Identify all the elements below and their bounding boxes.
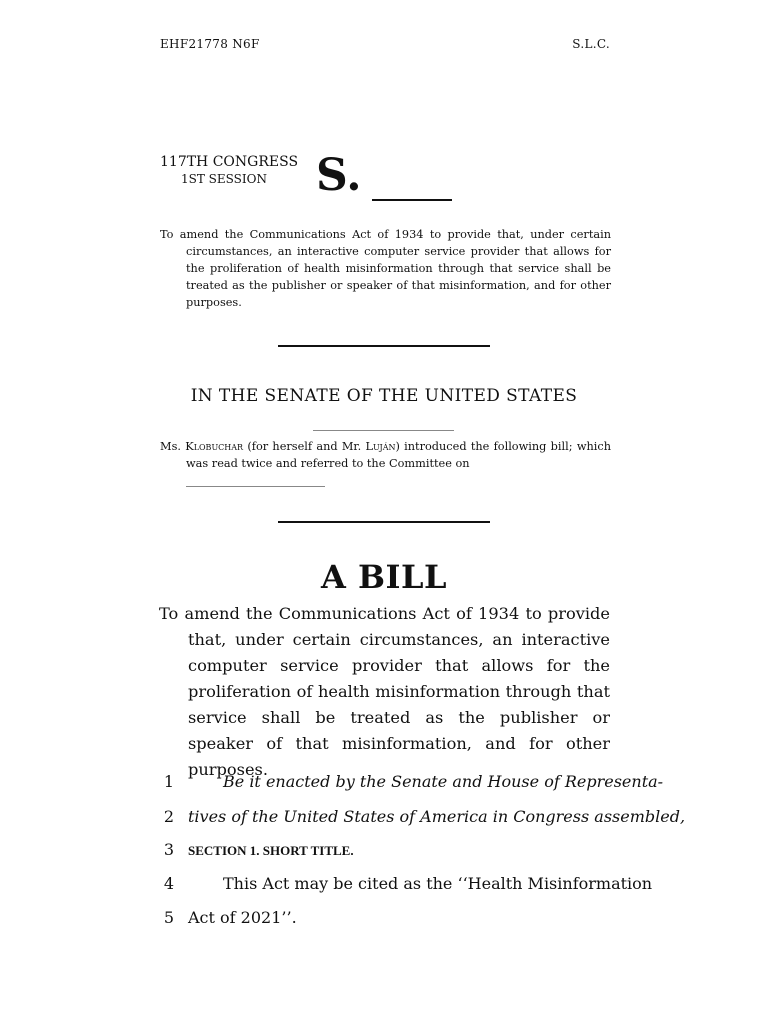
bill-number-blank (372, 199, 452, 201)
section-text-line: This Act may be cited as the ‘‘Health Misinformation (223, 874, 653, 893)
sponsor-title: Ms. (160, 440, 181, 453)
cosponsor-name: Luján (365, 440, 396, 453)
thin-divider (313, 430, 454, 431)
introduction-statement (160, 438, 611, 472)
bill-prefix: S. (316, 150, 362, 201)
long-title: To amend the Communications Act of 1934 to provide that, under certain circumstances, an interactive computer service provider that allows for the proliferation of health misinformation through that service shall be treated as the publisher or speaker of that misinformation, and for other purposes. (159, 604, 610, 779)
enacting-clause-line: tives of the United States of America in Congress assembled, (188, 807, 686, 826)
sponsor-name: Klobuchar (185, 440, 244, 453)
line-number: 5 (163, 908, 175, 927)
line-number: 2 (163, 807, 175, 826)
divider-rule (278, 345, 490, 347)
line-number: 3 (163, 840, 175, 859)
short-description: To amend the Communications Act of 1934 to provide that, under certain circumstances, an interactive computer service provider that allows for the proliferation of health misinformation through that service shall be treated as the publisher or speaker of that misinformation, and for other purposes. (160, 228, 611, 309)
line-number: 1 (163, 772, 175, 791)
introduction-rest: ) introduced the following bill; which was read twice and referred to the Committee on (186, 440, 611, 470)
enacting-clause-line: Be it enacted by the Senate and House of Representa- (223, 772, 664, 791)
line-number: 4 (163, 874, 175, 893)
bill-heading: A BILL (321, 558, 447, 596)
section-text-line: Act of 2021’’. (188, 908, 297, 927)
session-number: 1ST SESSION (181, 172, 267, 186)
document-id: EHF21778 N6F (160, 37, 260, 51)
section-heading: SECTION 1. SHORT TITLE. (188, 843, 354, 858)
cosponsor-text: (for herself and Mr. (243, 440, 366, 453)
divider-rule (278, 521, 490, 523)
committee-blank (186, 486, 325, 487)
chamber-heading: IN THE SENATE OF THE UNITED STATES (190, 386, 578, 406)
slc-marker: S.L.C. (572, 37, 610, 51)
congress-number: 117TH CONGRESS (160, 154, 299, 170)
